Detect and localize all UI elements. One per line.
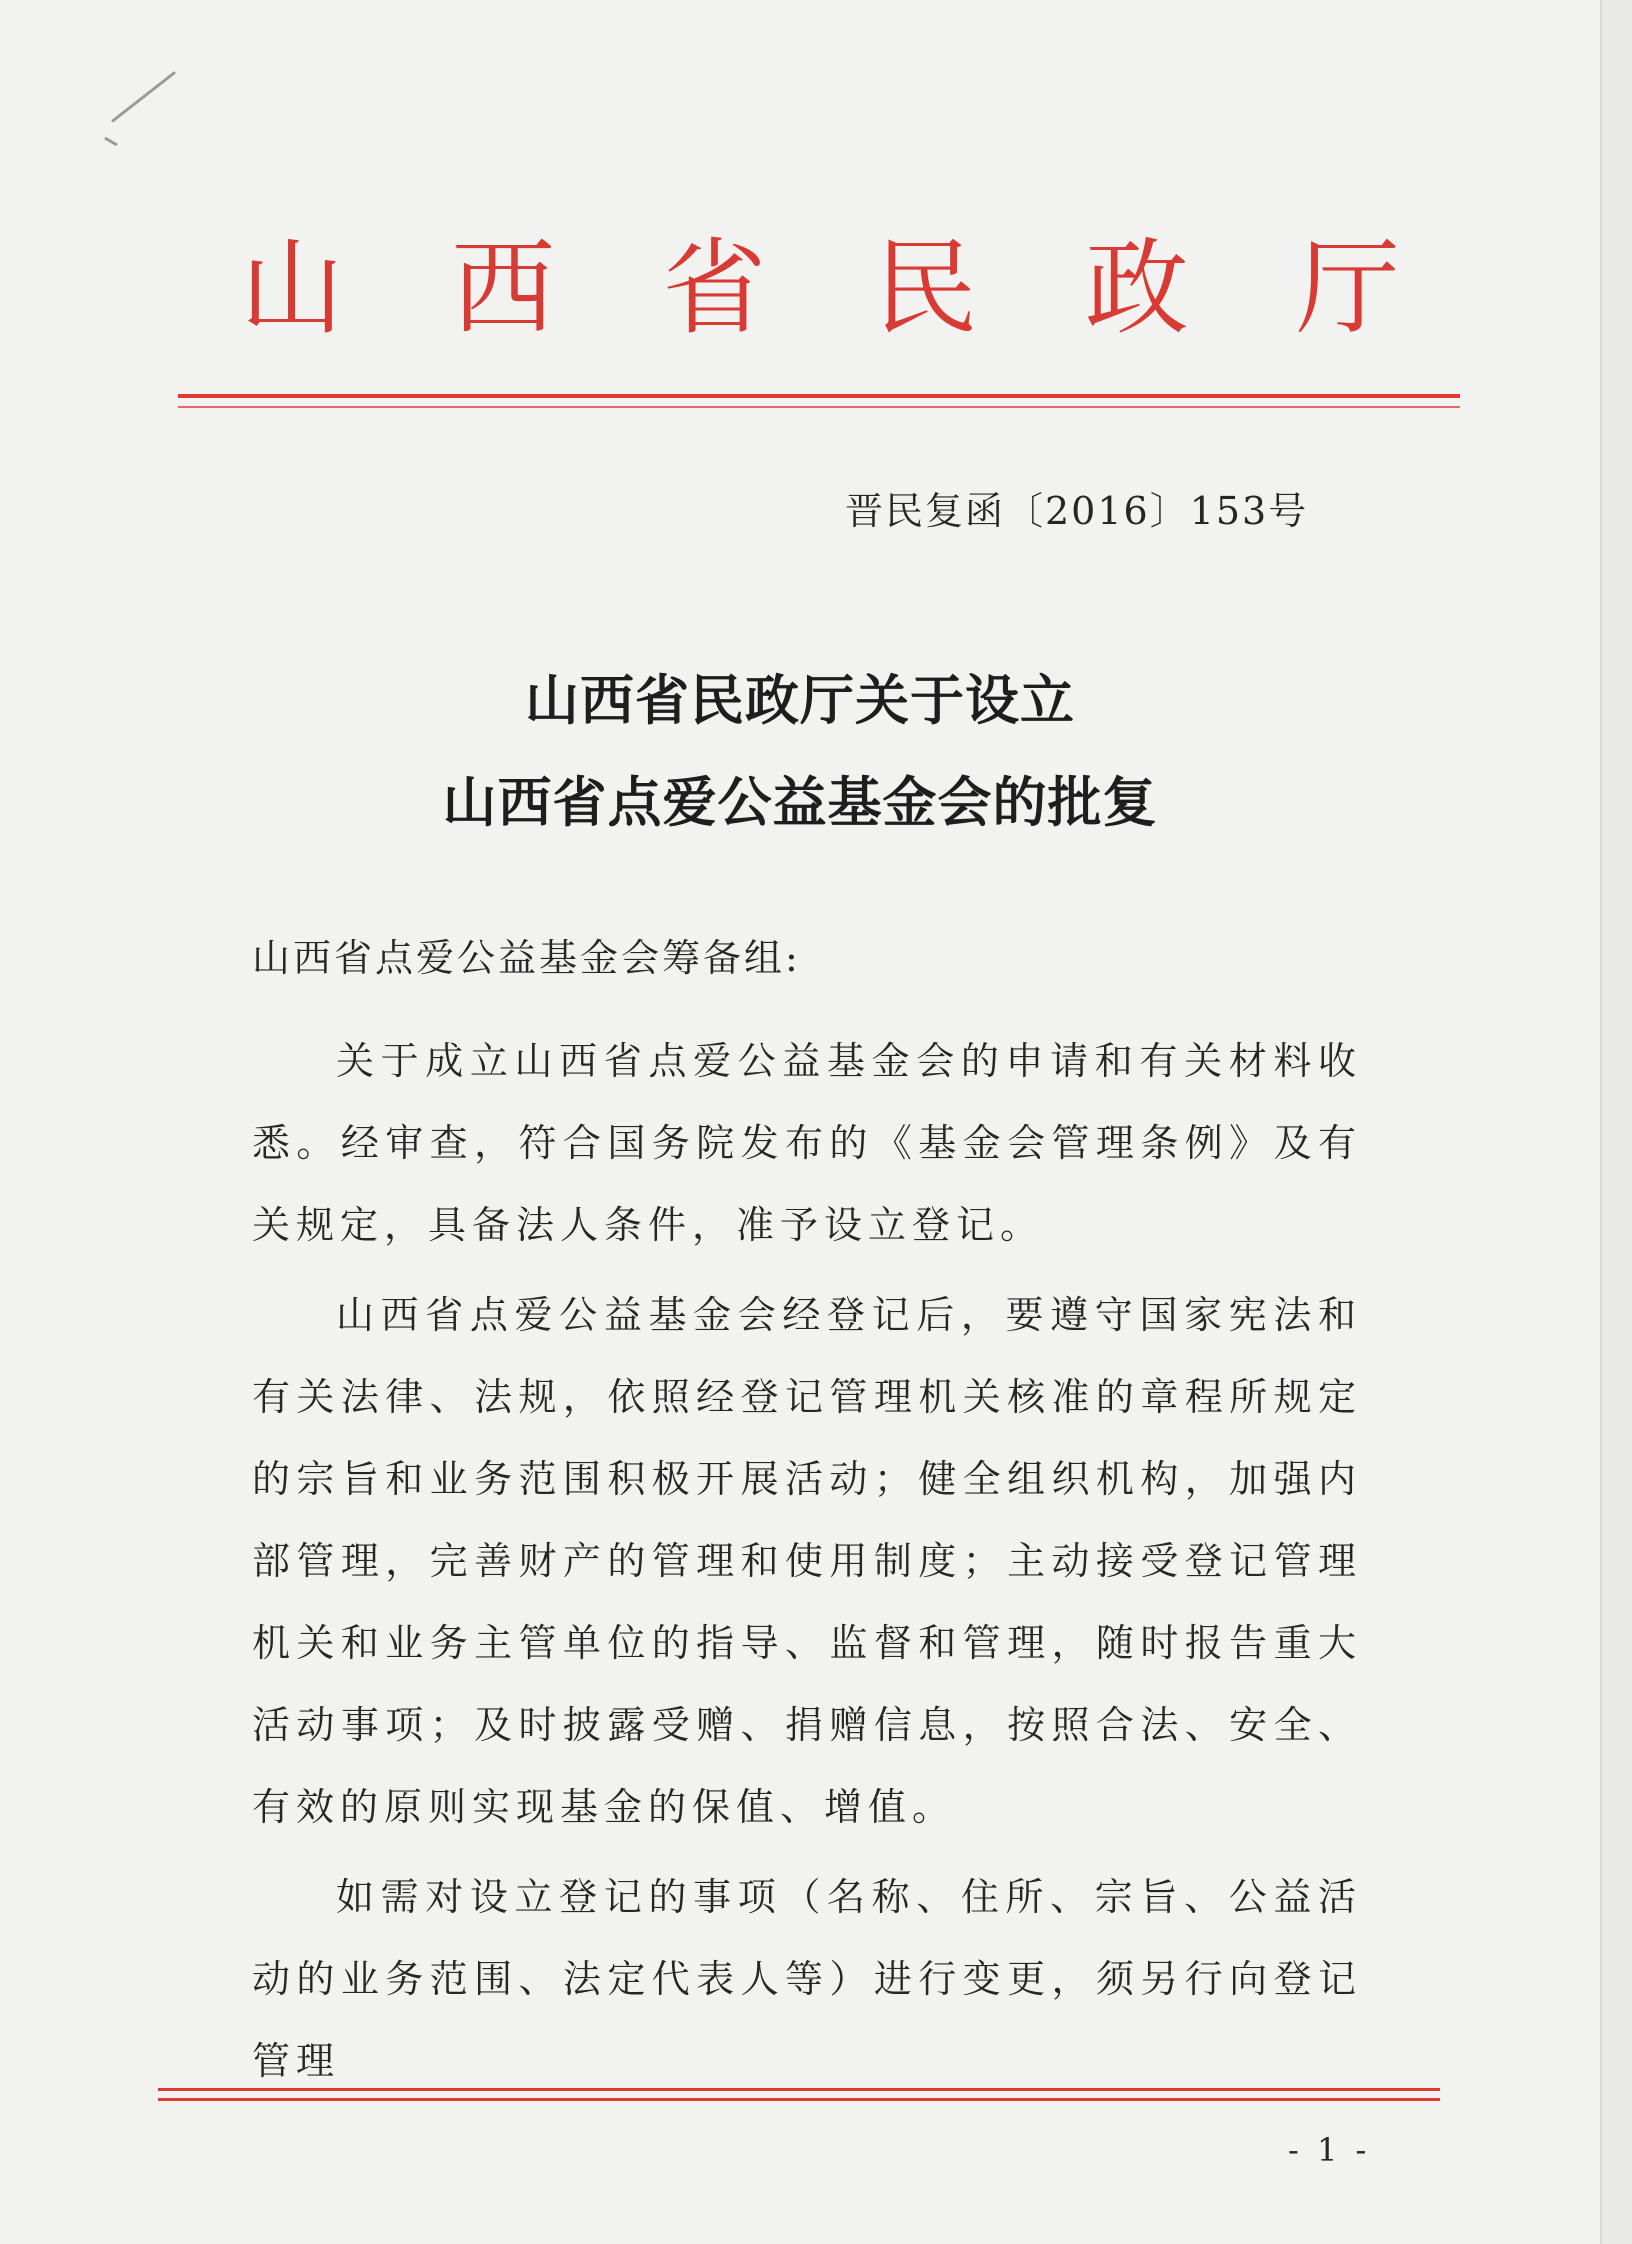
- letterhead-char: 山: [240, 227, 345, 349]
- staple-mark: [111, 71, 176, 123]
- document-title-line-2: 山西省点爱公益基金会的批复: [442, 770, 1158, 834]
- footer-red-rule-second: [158, 2098, 1440, 2101]
- letterhead-org-name: [240, 228, 1400, 348]
- body-paragraph: 山西省点爱公益基金会经登记后，要遵守国家宪法和有关法律、法规，依照经登记管理机关核准的章程所规定的宗旨和业务范围积极开展活动；健全组织机构，加强内部管理，完善财产的管理和使用制度；主动接受登记管理机关和业务主管单位的指导、监督和管理，随时报告重大活动事项；及时披露受赠、捐赠信息，按照合法、安全、有效的原则实现基金的保值、增值。: [252, 1293, 1362, 1829]
- salutation: 山西省点爱公益基金会筹备组:: [252, 936, 801, 980]
- letterhead-char: 省: [662, 227, 767, 349]
- document-number: 晋民复函〔2016〕153号: [845, 489, 1309, 533]
- body-paragraph: 关于成立山西省点爱公益基金会的申请和有关材料收悉。经审查，符合国务院发布的《基金会管理条例》及有关规定，具备法人条件，准予设立登记。: [252, 1039, 1362, 1247]
- document-body: [252, 1020, 1362, 2110]
- footer-red-rule: [158, 2088, 1440, 2091]
- body-paragraph: 如需对设立登记的事项（名称、住所、宗旨、公益活动的业务范围、法定代表人等）进行变更，须另行向登记管理: [252, 1875, 1362, 2083]
- page-number: - 1 -: [1288, 2131, 1371, 2169]
- letterhead-char: 厅: [1295, 227, 1400, 349]
- letterhead-char: 政: [1084, 227, 1189, 349]
- document-title-line-1: 山西省民政厅关于设立: [525, 668, 1075, 732]
- letterhead-red-rule-thin: [178, 406, 1460, 408]
- letterhead-char: 西: [451, 227, 556, 349]
- letterhead-red-rule: [178, 394, 1460, 398]
- staple-mark-tip: [104, 137, 118, 147]
- letterhead-char: 民: [873, 227, 978, 349]
